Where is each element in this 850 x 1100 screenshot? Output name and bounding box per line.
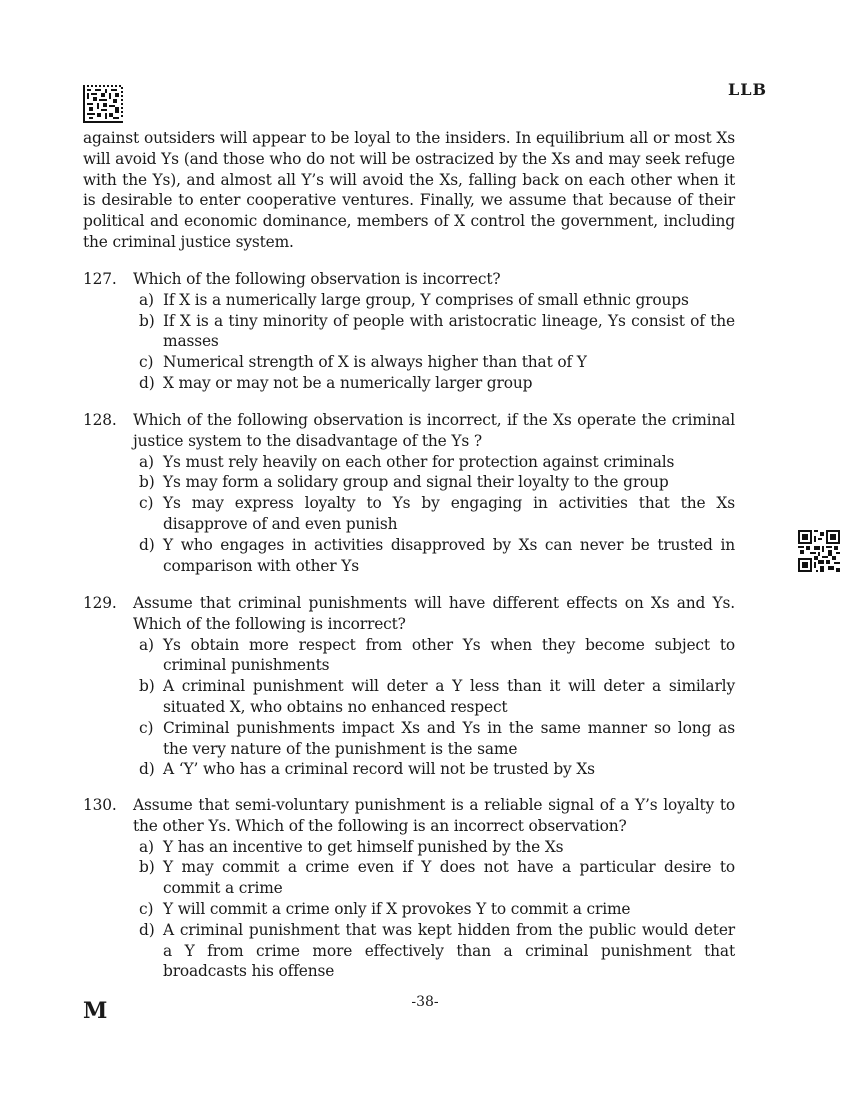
option-d xyxy=(139,920,735,982)
option-d xyxy=(139,373,735,394)
question-number: 127. xyxy=(83,270,117,288)
option-a xyxy=(139,290,735,311)
paper-code-header: LLB xyxy=(728,80,768,99)
option-label: a) xyxy=(139,837,154,856)
option-label: d) xyxy=(139,760,155,779)
option-label: d) xyxy=(139,535,155,554)
option-text: A criminal punishment that was kept hidden from the public would deter a Y from crime more effectively than a criminal punishment that broadcasts his offense xyxy=(163,920,735,981)
qr-code-icon xyxy=(798,530,840,572)
option-d xyxy=(139,535,735,577)
page-number: -38- xyxy=(411,994,439,1010)
option-b xyxy=(139,472,735,493)
option-label: a) xyxy=(139,452,154,471)
option-a xyxy=(139,635,735,677)
option-text: If X is a tiny minority of people with aristocratic lineage, Ys consist of the masses xyxy=(163,311,735,351)
option-b xyxy=(139,311,735,353)
option-text: A ‘Y’ who has a criminal record will not be trusted by Xs xyxy=(163,760,595,779)
option-label: d) xyxy=(139,920,155,939)
question-number: 129. xyxy=(83,594,117,612)
question-stem: Assume that semi-voluntary punishment is a reliable signal of a Y’s loyalty to the other Ys. Which of the following is an incorrect observation? xyxy=(133,796,735,835)
datamatrix-code-icon xyxy=(83,85,123,123)
option-text: Y may commit a crime even if Y does not have a particular desire to commit a crime xyxy=(163,858,735,898)
option-text: X may or may not be a numerically larger group xyxy=(163,373,533,392)
question-stem: Assume that criminal punishments will have different effects on Xs and Ys. Which of the following is incorrect? xyxy=(133,594,735,633)
option-label: c) xyxy=(139,718,154,737)
option-label: a) xyxy=(139,290,154,309)
option-text: Ys must rely heavily on each other for protection against criminals xyxy=(163,452,675,471)
option-c xyxy=(139,352,735,373)
option-text: Y will commit a crime only if X provokes Y to commit a crime xyxy=(163,899,631,918)
option-a xyxy=(139,452,735,473)
option-c xyxy=(139,718,735,760)
option-text: Ys may express loyalty to Ys by engaging in activities that the Xs disapprove of and even punish xyxy=(163,494,735,533)
option-label: b) xyxy=(139,473,155,492)
option-text: A criminal punishment will deter a Y less than it will deter a similarly situated X, who obtains no enhanced respect xyxy=(163,677,735,716)
option-b xyxy=(139,857,735,899)
question-number: 128. xyxy=(83,411,117,429)
option-d xyxy=(139,759,735,780)
question-stem: Which of the following observation is incorrect? xyxy=(133,270,501,288)
question-stem: Which of the following observation is incorrect, if the Xs operate the criminal justice system to the disadvantage of the Ys ? xyxy=(133,411,735,450)
option-label: a) xyxy=(139,635,154,654)
option-text: Y has an incentive to get himself punished by the Xs xyxy=(163,837,564,856)
series-mark: M xyxy=(83,998,108,1024)
option-text: Ys may form a solidary group and signal their loyalty to the group xyxy=(163,473,669,492)
question-127 xyxy=(83,269,735,394)
option-b xyxy=(139,676,735,718)
option-label: b) xyxy=(139,858,155,877)
passage-text: against outsiders will appear to be loyal to the insiders. In equilibrium all or most Xs will avoid Ys (and those who do not will be ostracized by the Xs and may seek refuge with the Ys), and almost all Y’s will avoid the Xs, falling back on each other when it is desirable to enter cooperative ventures. Finally, we assume that because of their political and economic dominance, members of X control the government, including the criminal justice system. xyxy=(83,129,735,251)
option-text: Y who engages in activities disapproved by Xs can never be trusted in comparison with other Ys xyxy=(163,535,735,575)
option-text: Criminal punishments impact Xs and Ys in the same manner so long as the very nature of the punishment is the same xyxy=(163,718,735,758)
option-label: c) xyxy=(139,353,154,372)
option-c xyxy=(139,899,735,920)
question-128 xyxy=(83,410,735,576)
option-a xyxy=(139,837,735,858)
option-label: b) xyxy=(139,677,155,696)
option-text: Ys obtain more respect from other Ys when they become subject to criminal punishments xyxy=(163,635,735,675)
option-label: c) xyxy=(139,899,154,918)
option-c xyxy=(139,493,735,535)
option-label: c) xyxy=(139,494,154,513)
question-130 xyxy=(83,795,735,982)
option-label: b) xyxy=(139,311,155,330)
question-129 xyxy=(83,593,735,780)
option-label: d) xyxy=(139,373,155,392)
option-text: Numerical strength of X is always higher than that of Y xyxy=(163,353,587,372)
question-number: 130. xyxy=(83,796,117,814)
option-text: If X is a numerically large group, Y comprises of small ethnic groups xyxy=(163,290,689,309)
